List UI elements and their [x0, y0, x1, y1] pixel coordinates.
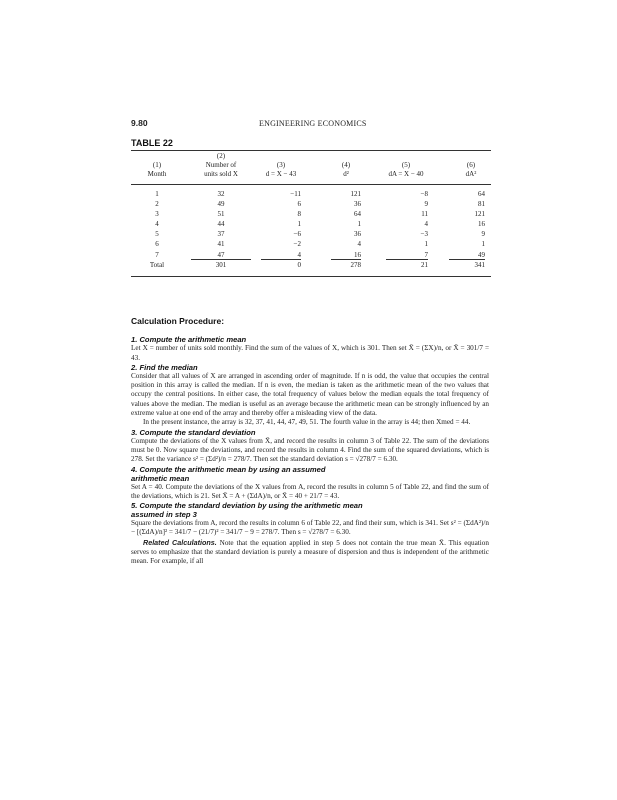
table-row: 1 32 −11 121 −8 64: [155, 190, 485, 198]
step-5-heading: 5. Compute the standard deviation by using the arithmetic mean assumed in step 3: [131, 501, 363, 520]
header-col-6: (6) dA²: [465, 161, 477, 178]
table-total-row: Total 301 0 278 21 341: [149, 260, 485, 269]
step-5-text: Square the deviations from A, record the results in column 6 of Table 22, and find their sum, which is 341. Set s² = (ΣdA²)/n − [(ΣdA)/n]² = 341/7 − (21/7)² = 341/7 − 9 = 278/7. Then s = √278/7 = 6.30.: [131, 519, 489, 537]
table-bottom-rule: [131, 276, 491, 277]
table-row: 2 49 6 36 9 81: [155, 200, 485, 209]
step-4-text: Set A = 40. Compute the deviations of the X values from A, record the results in column 5 of Table 22, and find the sum of the deviations, which is 21. Set X̄ = A + (ΣdA)/n, or X̄ = 40 + 21/7 = 43.: [131, 482, 489, 500]
table-header: [131, 152, 491, 182]
step-2-text-2: In the present instance, the array is 32, 37, 41, 44, 47, 49, 51. The fourth value in the array is 44; then Xmed = 44.: [143, 418, 471, 427]
step-1-heading: 1. Compute the arithmetic mean: [131, 335, 247, 345]
step-2-text: Consider that all values of X are arranged in ascending order of magnitude. If n is odd, the value that occupies the central position in this array is called the median. If n is even, the median is taken as the arithmetic mean of the two values that occupy the central positions. In either case, the total frequency of values below the median equals the total frequency of values above the median. The median is useful as an average because the arithmetic mean can be strongly influenced by an extreme value at one end of the array and thereby offer a misleading view of the data.: [131, 371, 489, 418]
table-row: 3 51 8 64 11 121: [155, 210, 485, 219]
table-body: [131, 190, 491, 271]
header-col-2: (2) Number of units sold X: [204, 152, 238, 178]
related-calculations-text: Note that the equation applied in step 5 does not contain the true mean X̄. This equation serves to emphasize that the standard deviation is purely a measure of dispersion and thus is independent of the arithmetic mean. For example, if all: [131, 538, 489, 566]
step-3-text: Compute the deviations of the X values from X̄, and record the results in column 3 of Table 22. The sum of the deviations must be 0. Now square the deviations, and record the results in column 4. Find the sum of the squared deviations, which is 278. Set the variance s² = (Σd²)/n = 278/7. Then set the standard deviation s = √278/7 = 6.30.: [131, 436, 489, 464]
related-calculations: [131, 538, 489, 567]
table-title: TABLE 22: [131, 138, 173, 148]
table-row: 7 47 4 16 7 49: [155, 250, 485, 259]
step-1-text: Let X = number of units sold monthly. Find the sum of the values of X, which is 301. Then set X̄ = (ΣX)/n, or X̄ = 301/7 = 43.: [131, 344, 489, 362]
header-col-3: (3) d = X − 43: [265, 161, 297, 178]
header-col-1: (1) Month: [147, 161, 167, 178]
header-col-5: (5) dA = X − 40: [388, 161, 424, 178]
table-row: 4 44 1 1 4 16: [155, 220, 485, 229]
related-calculations-label: Related Calculations.: [143, 537, 217, 547]
table-row: 6 41 −2 4 1 1: [155, 240, 485, 249]
table-row: 5 37 −6 36 −3 9: [155, 230, 485, 239]
procedure-heading: Calculation Procedure:: [131, 316, 225, 326]
table-header-rule: [131, 184, 491, 185]
running-title: ENGINEERING ECONOMICS: [259, 119, 367, 128]
step-3-heading: 3. Compute the standard deviation: [131, 427, 256, 437]
step-2-heading: 2. Find the median: [131, 362, 198, 372]
table-top-rule: [131, 150, 491, 151]
step-4-heading: 4. Compute the arithmetic mean by using an assumed arithmetic mean: [131, 464, 326, 483]
calculation-procedure: [131, 317, 489, 567]
page-number: 9.80: [131, 118, 148, 128]
header-col-4: (4) d²: [341, 161, 351, 178]
